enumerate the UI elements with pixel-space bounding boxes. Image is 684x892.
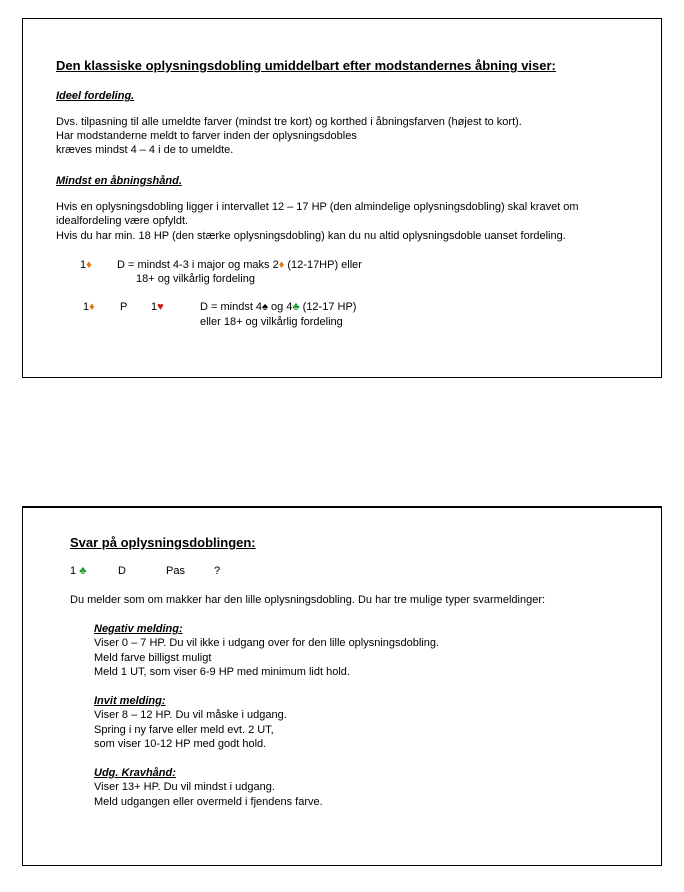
auction-pass: Pas [166,565,185,577]
example-2-line-2: eller 18+ og vilkårlig fordeling [200,316,343,328]
auction-question: ? [214,565,221,577]
info-double-box [22,18,662,378]
example-1-text [117,259,362,272]
ideal-heading: Ideel fordeling. [56,90,135,102]
diamond-icon: ♦ [89,301,95,313]
forcing-line-1: Viser 13+ HP. Du vil mindst i udgang. [94,781,275,793]
invite-line-1: Viser 8 – 12 HP. Du vil måske i udgang. [94,709,287,721]
example-2-bid-1 [83,301,95,314]
example-1-line-2: 18+ og vilkårlig fordeling [136,273,255,285]
example-2-text-a: D = mindst 4 [200,301,263,313]
section-title: Den klassiske oplysningsdobling umiddelbart efter modstandernes åbning viser: [56,58,556,73]
example-2-text [200,301,356,314]
forcing-line-2: Meld udgangen eller overmeld i fjendens farve. [94,796,323,808]
example-1-bid [80,259,92,272]
min-line-3: Hvis du har min. 18 HP (den stærke oplysningsdobling) kan du nu altid oplysningsdoble uanset fordeling. [56,230,566,242]
auction-bid [70,565,86,578]
club-icon: ♣ [292,301,300,313]
bid-level: 1 [83,301,90,313]
intro-text: Du melder som om makker har den lille oplysningsdobling. Du har tre mulige typer svarmeldinger: [70,594,546,606]
negative-heading: Negativ melding: [94,623,183,635]
spade-icon: ♠ [262,301,268,313]
example-1-text-a: D = mindst 4-3 i major og maks 2 [117,259,279,271]
diamond-icon: ♦ [278,259,285,271]
negative-line-1: Viser 0 – 7 HP. Du vil ikke i udgang over for den lille oplysningsdobling. [94,637,440,649]
example-2-pass: P [120,301,128,313]
section-title: Svar på oplysningsdoblingen: [70,535,256,550]
min-heading: Mindst en åbningshånd. [56,175,182,187]
example-2-bid-2 [151,301,164,314]
ideal-line-3: kræves mindst 4 – 4 i de to umeldte. [56,144,234,156]
min-line-2: idealfordeling være opfyldt. [56,215,189,227]
negative-line-3: Meld 1 UT, som viser 6-9 HP med minimum lidt hold. [94,666,350,678]
bid-level: 1 [151,301,158,313]
invite-line-3: som viser 10-12 HP med godt hold. [94,738,267,750]
ideal-line-1: Dvs. tilpasning til alle umeldte farver (mindst tre kort) og korthed i åbningsfarven (højest to kort). [56,116,522,128]
heart-icon: ♥ [157,301,164,313]
club-icon: ♣ [79,565,87,577]
negative-line-2: Meld farve billigst muligt [94,652,212,664]
bid-level: 1 [70,565,77,577]
invite-heading: Invit melding: [94,695,166,707]
diamond-icon: ♦ [86,259,92,271]
forcing-heading: Udg. Kravhånd: [94,767,176,779]
auction-double: D [118,565,126,577]
response-box [22,506,662,866]
min-line-1: Hvis en oplysningsdobling ligger i intervallet 12 – 17 HP (den almindelige oplysningsdobling) skal kravet om [56,201,579,213]
ideal-line-2: Har modstanderne meldt to farver inden der oplysningsdobles [56,130,357,142]
bid-level: 1 [80,259,87,271]
example-1-text-b: (12-17HP) eller [284,259,362,271]
example-2-text-b: og 4 [267,301,293,313]
invite-line-2: Spring i ny farve eller meld evt. 2 UT, [94,724,274,736]
example-2-text-c: (12-17 HP) [299,301,357,313]
